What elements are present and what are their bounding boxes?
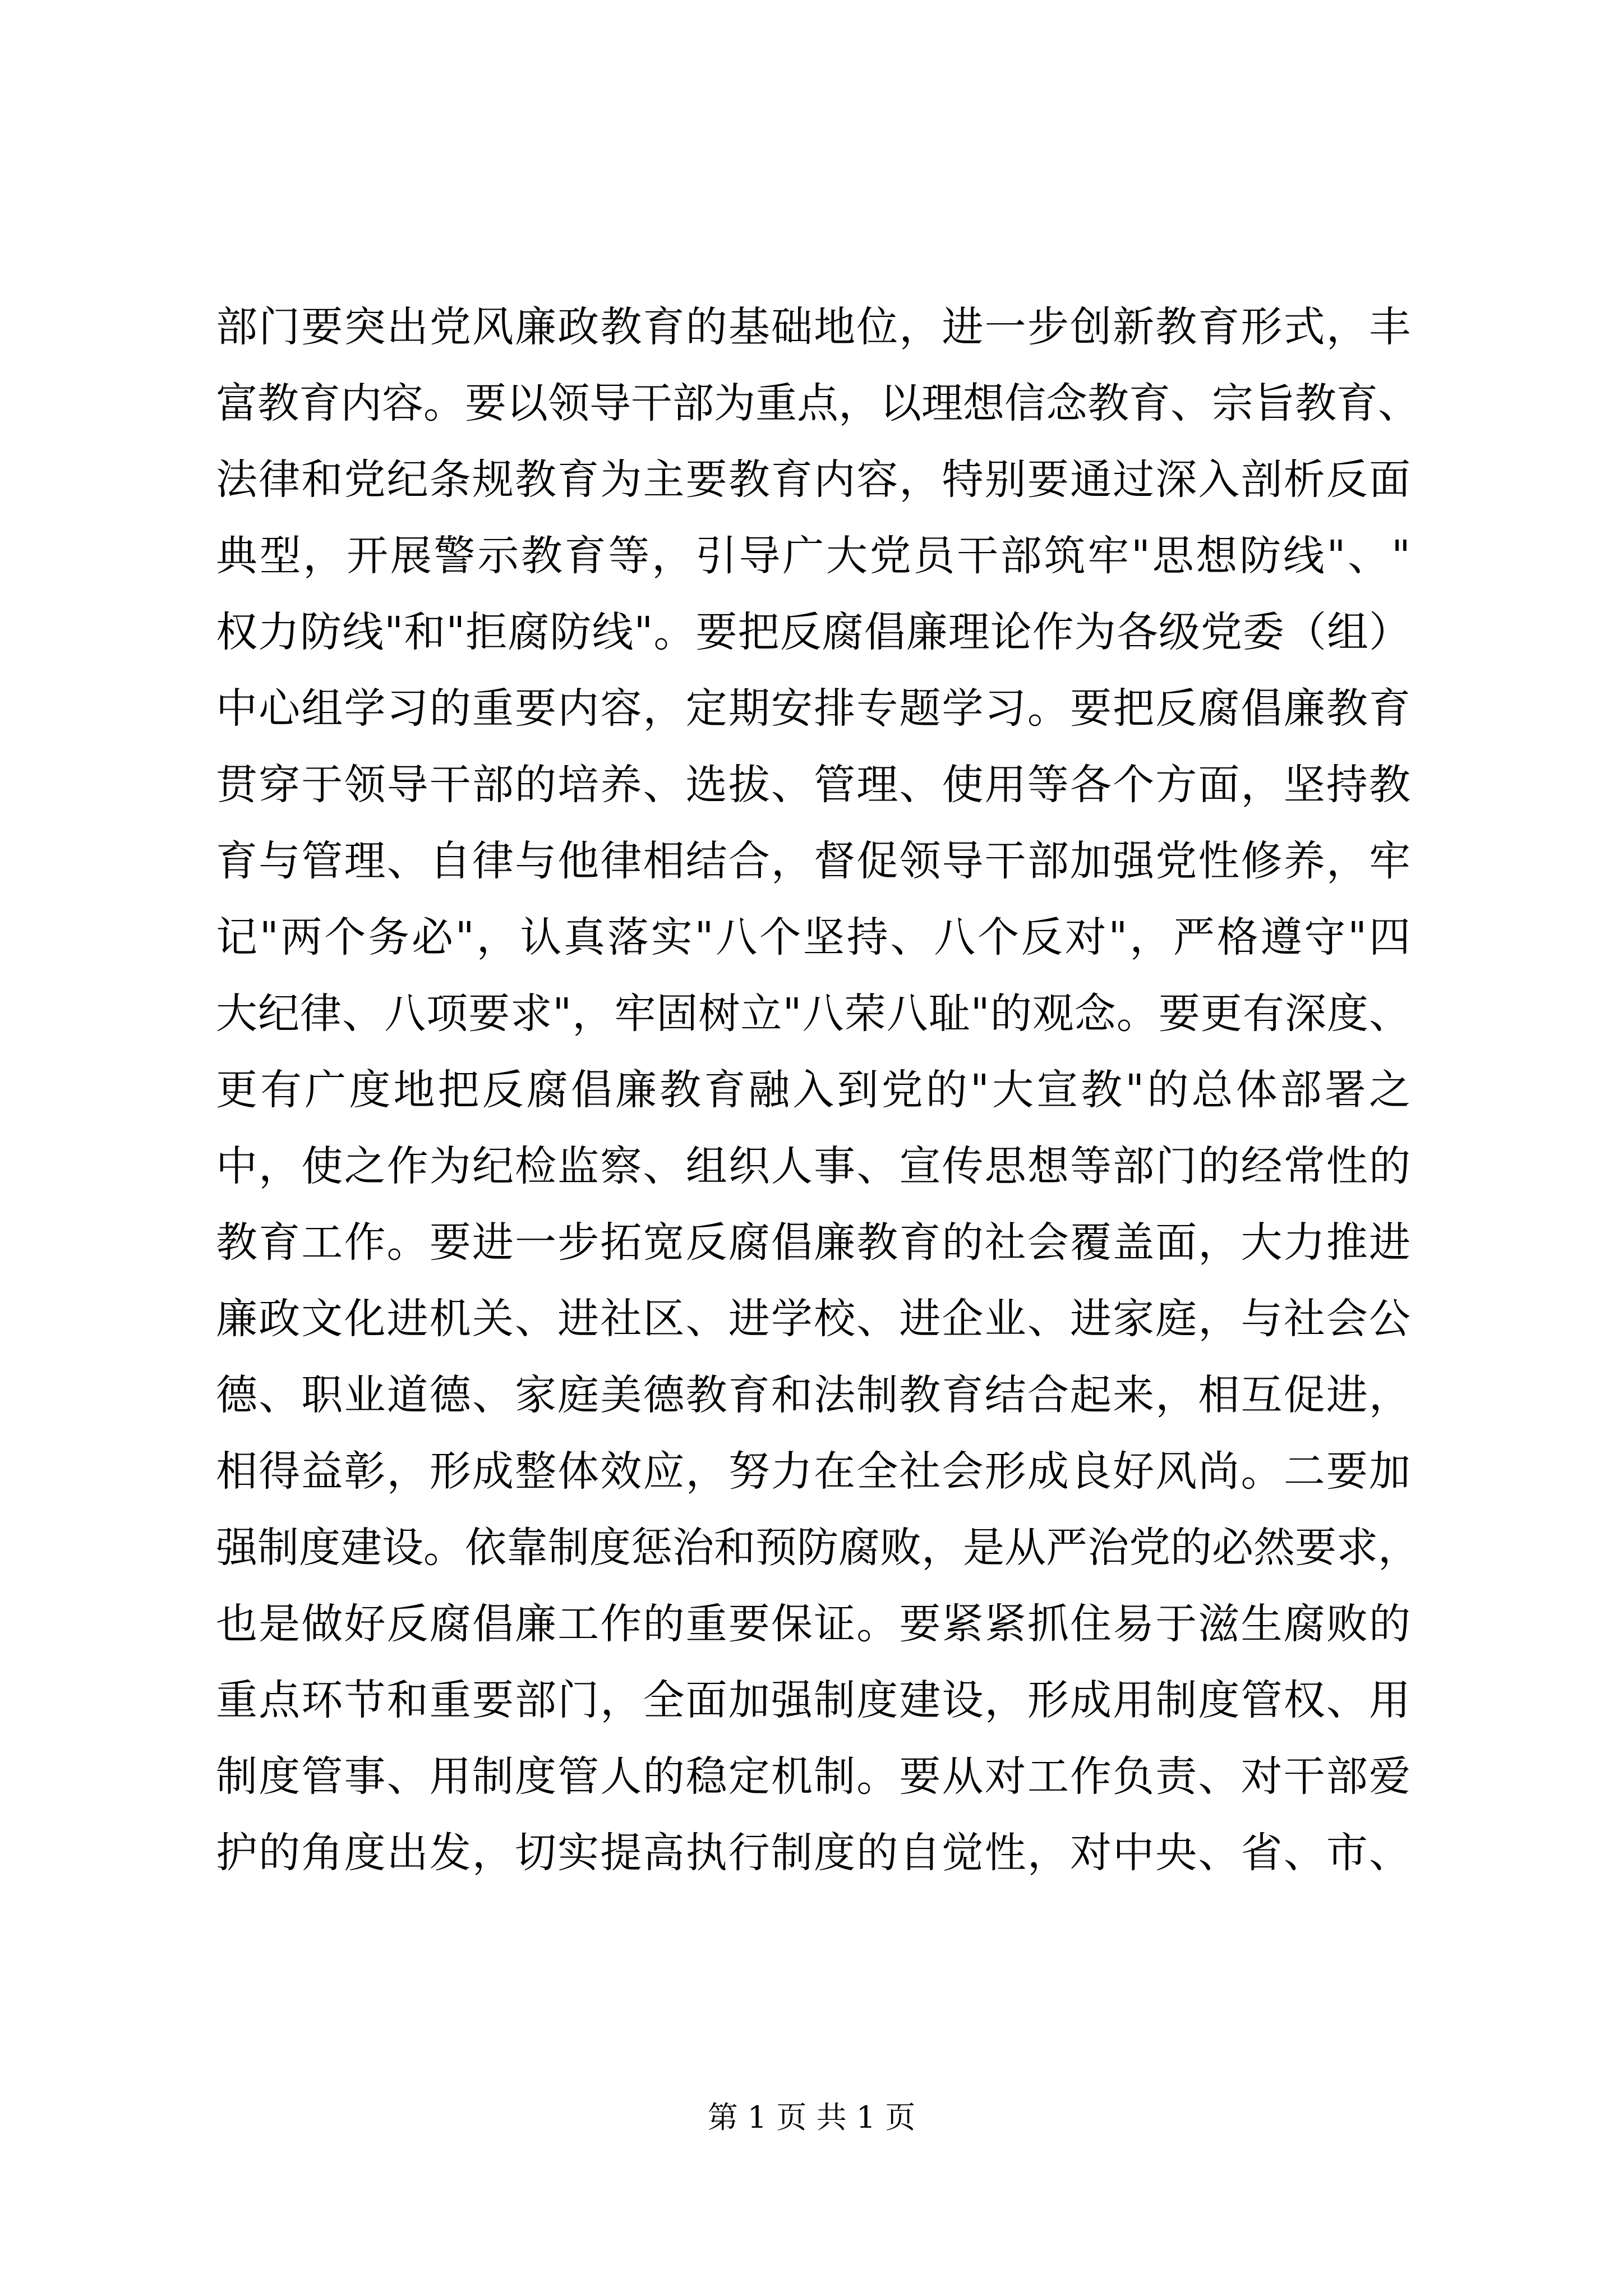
- body-text: [216, 289, 1419, 1891]
- text-line: 法律和党纪条规教育为主要教育内容，特别要通过深入剖析反面: [216, 455, 1410, 504]
- text-line: 护的角度出发，切实提高执行制度的自觉性，对中央、省、市、: [216, 1829, 1410, 1877]
- text-line: 典型，开展警示教育等，引导广大党员干部筑牢"思想防线"、": [216, 532, 1410, 580]
- text-line: 重点环节和重要部门，全面加强制度建设，形成用制度管权、用: [216, 1676, 1410, 1724]
- text-line: 育与管理、自律与他律相结合，督促领导干部加强党性修养，牢: [216, 837, 1410, 885]
- text-line: 相得益彰，形成整体效应，努力在全社会形成良好风尚。二要加: [216, 1447, 1410, 1496]
- page-number: 第 1 页 共 1 页: [707, 2100, 916, 2135]
- text-line: 教育工作。要进一步拓宽反腐倡廉教育的社会覆盖面，大力推进: [216, 1218, 1410, 1267]
- text-line: 贯穿于领导干部的培养、选拔、管理、使用等各个方面，坚持教: [216, 761, 1410, 809]
- text-line: 也是做好反腐倡廉工作的重要保证。要紧紧抓住易于滋生腐败的: [216, 1600, 1410, 1648]
- text-line: 记"两个务必"，认真落实"八个坚持、八个反对"，严格遵守"四: [216, 913, 1410, 961]
- text-line: 中，使之作为纪检监察、组织人事、宣传思想等部门的经常性的: [216, 1142, 1410, 1190]
- text-line: 德、职业道德、家庭美德教育和法制教育结合起来，相互促进，: [216, 1371, 1410, 1419]
- text-line: 权力防线"和"拒腐防线"。要把反腐倡廉理论作为各级党委（组）: [216, 608, 1410, 656]
- text-line: 中心组学习的重要内容，定期安排专题学习。要把反腐倡廉教育: [216, 684, 1410, 733]
- text-line: 部门要突出党风廉政教育的基础地位，进一步创新教育形式，丰: [216, 303, 1410, 351]
- text-line: 更有广度地把反腐倡廉教育融入到党的"大宣教"的总体部署之: [216, 1066, 1410, 1114]
- text-line: 强制度建设。依靠制度惩治和预防腐败，是从严治党的必然要求，: [216, 1524, 1419, 1572]
- text-line: 制度管事、用制度管人的稳定机制。要从对工作负责、对干部爱: [216, 1752, 1410, 1801]
- text-line: 大纪律、八项要求"，牢固树立"八荣八耻"的观念。要更有深度、: [216, 990, 1410, 1038]
- page-footer: [0, 2095, 1623, 2140]
- text-line: 廉政文化进机关、进社区、进学校、进企业、进家庭，与社会公: [216, 1295, 1410, 1343]
- text-line: 富教育内容。要以领导干部为重点，以理想信念教育、宗旨教育、: [216, 379, 1419, 427]
